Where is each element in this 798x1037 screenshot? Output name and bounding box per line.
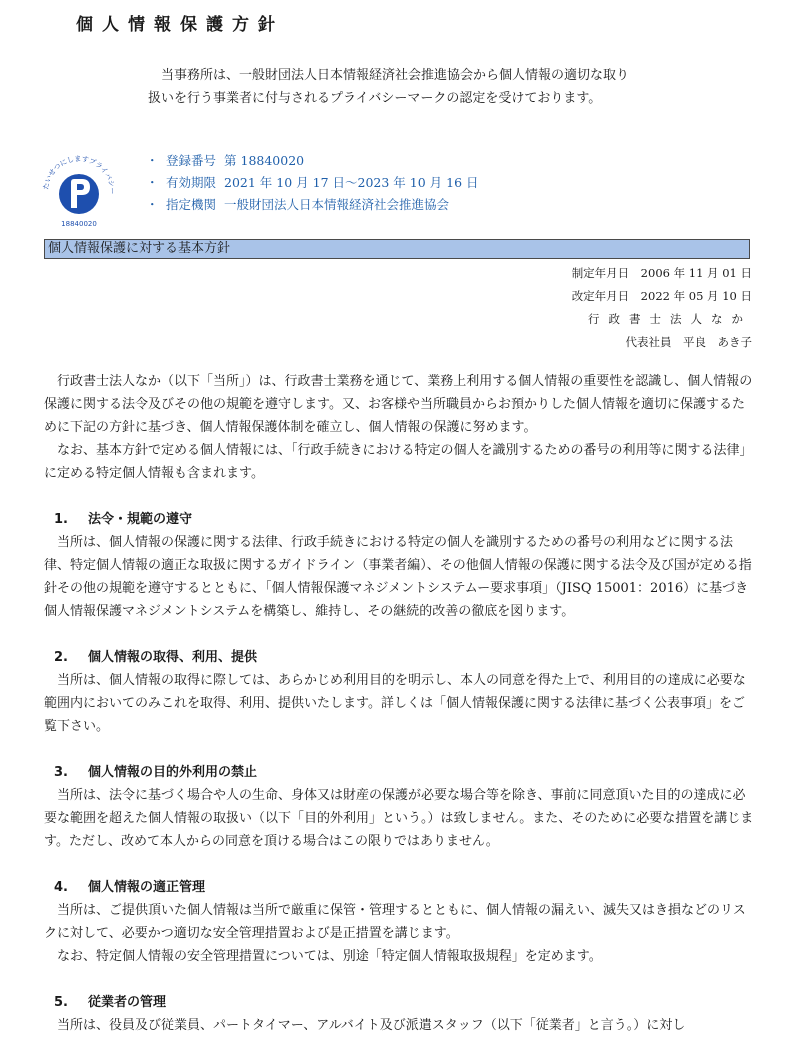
established-date: 制定年月日 2006 年 11 月 01 日 (571, 266, 752, 280)
section-paragraph: 当所は、法令に基づく場合や人の生命、身体又は財産の保護が必要な場合等を除き、事前に同意頂いた目的の達成に必要な範囲を超えた個人情報の取扱い（以下「目的外利用」という。）は致しません。また、そのために必要な措置を講じます。ただし、改めて本人からの同意を頂ける場合はこの限りではありません。 (44, 788, 754, 849)
org-name: 行政書士法人なか (588, 312, 752, 326)
cert-item-authority: ・ 指定機関 一般財団法人日本情報経済社会推進協会 (146, 197, 450, 212)
section-paragraph: なお、特定個人情報の安全管理措置については、別途「特定個人情報取扱規程」を定めます。 (57, 949, 602, 964)
section-paragraph: 当所は、ご提供頂いた個人情報は当所で厳重に保管・管理するとともに、個人情報の漏えい、滅失又はき損などのリスクに対して、必要かつ適切な安全管理措置および是正措置を講じます。 (44, 903, 746, 941)
section-heading: 1. 法令・規範の遵守 (54, 512, 193, 527)
revised-date: 改定年月日 2022 年 05 月 10 日 (571, 289, 752, 303)
privacy-mark-icon (38, 148, 120, 230)
intro-text: 当事務所は、一般財団法人日本情報経済社会推進協会から個人情報の適切な取り扱いを行う事業者に付与されるプライバシーマークの認定を受けております。 (148, 68, 630, 106)
preamble-paragraph: 行政書士法人なか（以下「当所」）は、行政書士業務を通じて、業務上利用する個人情報の重要性を認識し、個人情報の保護に関する法令及びその他の規範を遵守します。又、お客様や当所職員からお預かりした個人情報を適切に保護するために下記の方針に基づき、個人情報保護体制を確立し、個人情報の保護に努めます。 (44, 374, 753, 435)
privacy-mark-logo (38, 148, 120, 230)
representative: 代表社員 平良 あき子 (625, 335, 752, 349)
section-paragraph: 当所は、個人情報の保護に関する法律、行政手続きにおける特定の個人を識別するための番号の利用などに関する法律、特定個人情報の適正な取扱に関するガイドライン（事業者編）、その他個人情報の保護に関する法令及び国が定める指針その他の規範を遵守するとともに、「個人情報保護マネジメントシステムー要求事項」（JISQ 15001：2016）に基づき個人情報保護マネジメントシステムを構築し、維持し、その継続的改善の徹底を図ります。 (44, 535, 752, 619)
section-paragraph: 当所は、個人情報の取得に際しては、あらかじめ利用目的を明示し、本人の同意を得た上で、利用目的の達成に必要な範囲内においてのみこれを取得、利用、提供いたします。詳しくは「個人情報保護に関する法律に基づく公表事項」をご覧下さい。 (44, 673, 746, 734)
cert-item-validity: ・ 有効期限 2021 年 10 月 17 日～2023 年 10 月 16 日 (146, 175, 479, 190)
svg-text:たいせつにしますプライバシー: たいせつにしますプライバシー (41, 154, 117, 195)
policy-body (44, 370, 756, 1037)
cert-item-registration: ・ 登録番号 第 18840020 (146, 153, 305, 168)
policy-meta (572, 262, 752, 354)
privacy-mark-number: 18840020 (61, 220, 97, 228)
section-heading: 2. 個人情報の取得、利用、提供 (54, 650, 258, 665)
preamble-paragraph: なお、基本方針で定める個人情報には、「行政手続きにおける特定の個人を識別するための番号の利用等に関する法律」に定める特定個人情報も含まれます。 (44, 443, 753, 481)
page-title: 個人情報保護方針 (76, 15, 284, 35)
section-heading: 5. 従業者の管理 (54, 995, 167, 1010)
section-heading: 4. 個人情報の適正管理 (54, 880, 206, 895)
certification-list (146, 150, 479, 216)
basic-policy-heading: 個人情報保護に対する基本方針 (44, 239, 750, 259)
section-paragraph: 当所は、役員及び従業員、パートタイマー、アルバイト及び派遣スタッフ（以下「従業者」と言う。）に対し (57, 1018, 686, 1033)
section-heading: 3. 個人情報の目的外利用の禁止 (54, 765, 258, 780)
